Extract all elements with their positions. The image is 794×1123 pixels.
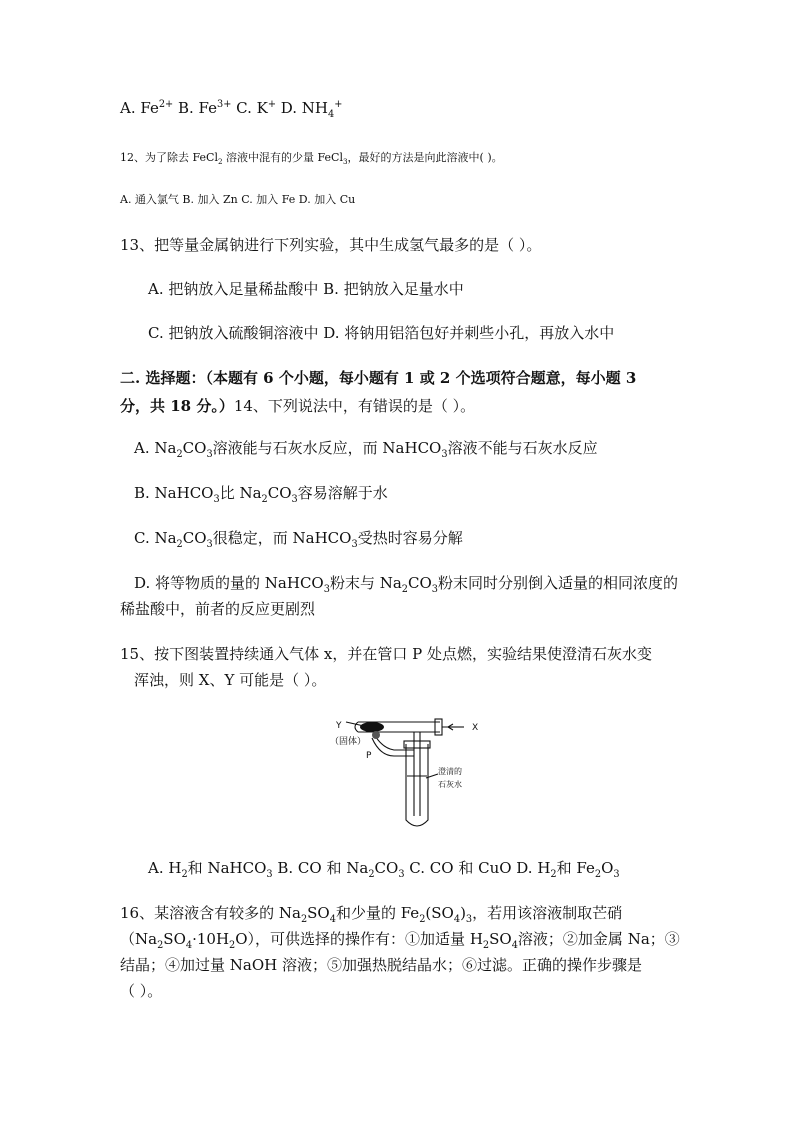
q16-stem-cont3: （ ）。 bbox=[120, 982, 163, 1000]
label-solid: （固体） bbox=[330, 737, 367, 747]
solid-sample bbox=[360, 722, 384, 732]
label-y: Y bbox=[336, 721, 342, 731]
tube-left-end bbox=[355, 722, 358, 732]
q11-options: A. $Fe^{2+}$ B. $Fe^{3+}$ C. K+ D. $NH_4^+$ bbox=[120, 99, 343, 120]
q12-options: A. 通入氯气 B. 加入 Zn C. 加入 Fe D. 加入 Cu bbox=[120, 193, 356, 206]
q14-option-a: A. $Na_2CO_3$溶液能与石灰水反应，而 NaHCO$_3$溶液不能与石灰水反应 bbox=[134, 439, 598, 460]
q12-stem: 12、为了除去 FeCl$_2$ 溶液中混有的少量 FeCl$_3$，最好的方法是向此溶液中( )。 bbox=[120, 151, 503, 167]
label-p: P bbox=[366, 751, 372, 761]
q16-stem: 16、某溶液含有较多的 $Na_2SO_4$和少量的 $Fe_2(SO_4)_3$，若用该溶液制取芒硝 bbox=[120, 904, 623, 925]
q15-options: A. $H_2$和 NaHCO$_3$ B. CO 和 $Na_2CO_3$ C. CO 和 CuO D. $H_2$和 $Fe_2O_3$ bbox=[148, 859, 620, 880]
q14-option-d-cont: 稀盐酸中，前者的反应更剧烈 bbox=[120, 600, 316, 618]
delivery-tube bbox=[414, 732, 420, 816]
label-lime-water-2: 石灰水 bbox=[438, 780, 462, 789]
q14-option-d: D. 将等物质的量的 NaHCO$_3$粉末与 $Na_2CO_3$粉末同时分别倒入适量的相同浓度的 bbox=[134, 574, 679, 595]
q15-stem-cont: 浑浊，则 X、Y 可能是（ ）。 bbox=[134, 671, 327, 689]
label-x: X bbox=[472, 723, 479, 733]
q14-option-b: B. NaHCO$_3$比 $Na_2CO_3$容易溶解于水 bbox=[134, 484, 388, 505]
q15-stem: 15、按下图装置持续通入气体 x，并在管口 P 处点燃，实验结果使澄清石灰水变 bbox=[120, 645, 652, 663]
q13-options-row1: A. 把钠放入足量稀盐酸中 B. 把钠放入足量水中 bbox=[148, 280, 464, 298]
section2-header: 二. 选择题：（本题有 6 个小题，每小题有 1 或 2 个选项符合题意，每小题 3 bbox=[120, 369, 637, 387]
apparatus-diagram bbox=[330, 716, 490, 831]
label-lime-water-1: 澄清的 bbox=[438, 767, 462, 776]
section2-header-cont: 分，共 18 分。）14、下列说法中，有错误的是（ ）。 bbox=[120, 397, 476, 415]
flame-point bbox=[372, 731, 380, 739]
q13-options-row2: C. 把钠放入硫酸铜溶液中 D. 将钠用铝箔包好并刺些小孔，再放入水中 bbox=[148, 324, 615, 342]
q16-stem-cont1: $(Na_2SO_4\cdot 10H_2O)$，可供选择的操作有：①加适量 $H_2SO_4$溶液；②加金属 Na；③ bbox=[120, 930, 680, 951]
test-tube-stopper bbox=[404, 741, 430, 748]
q13-stem: 13、把等量金属钠进行下列实验，其中生成氢气最多的是（ ）。 bbox=[120, 236, 542, 254]
stopper bbox=[435, 719, 442, 735]
q16-stem-cont2: 结晶；④加过量 NaOH 溶液；⑤加强热脱结晶水；⑥过滤。正确的操作步骤是 bbox=[120, 956, 642, 974]
q14-option-c: C. $Na_2CO_3$很稳定，而 NaHCO$_3$受热时容易分解 bbox=[134, 529, 463, 550]
